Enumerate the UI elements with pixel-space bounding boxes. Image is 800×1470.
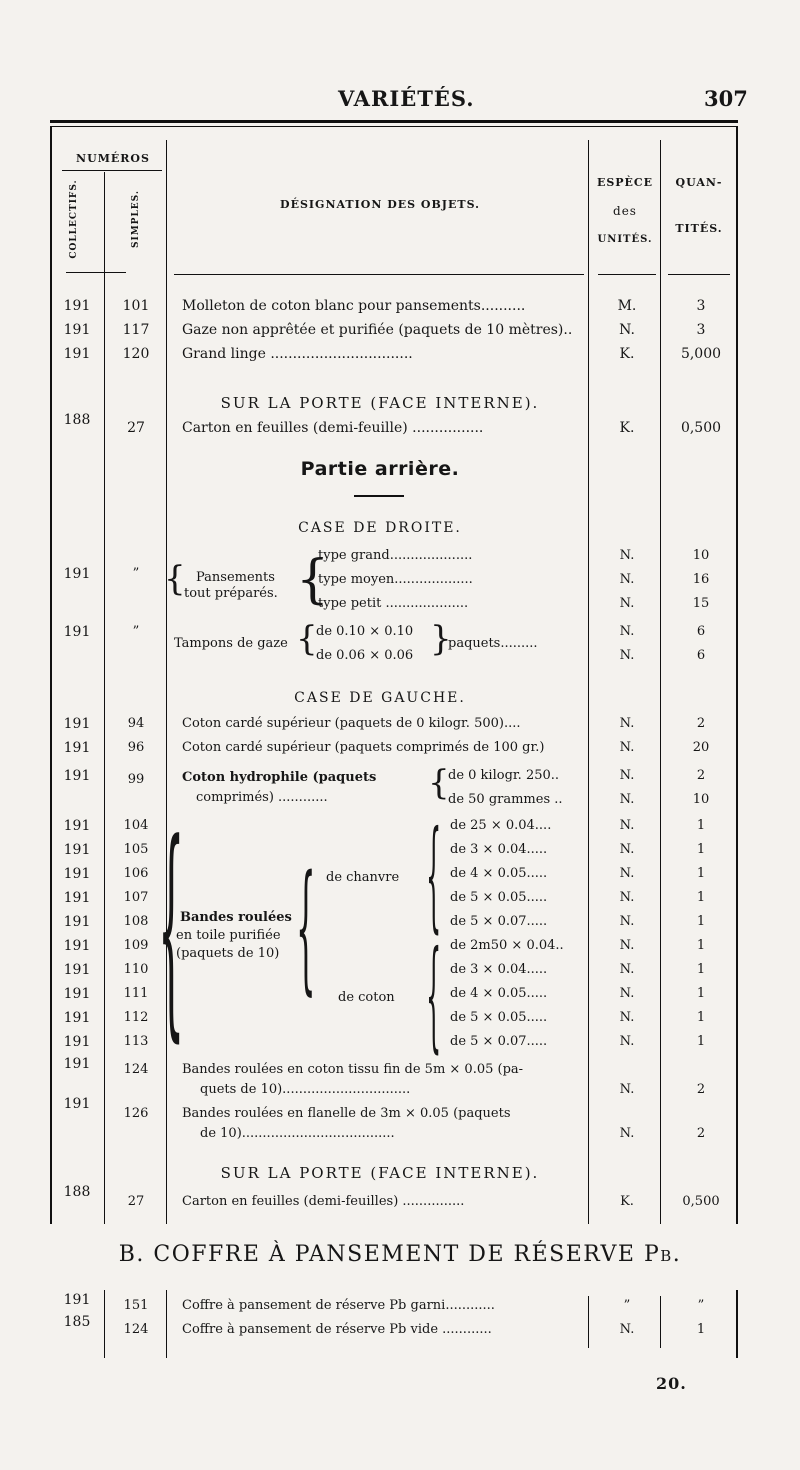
group-label: (paquets de 10)	[176, 946, 280, 961]
item-quantity: 3	[696, 322, 706, 338]
item-unit: N.	[619, 1322, 635, 1337]
item-unit: N.	[619, 648, 635, 663]
partie-arriere-heading: Partie arrière.	[300, 458, 460, 480]
page-number: 307	[704, 86, 748, 111]
item-unit: N.	[619, 322, 635, 338]
espece-header-2: des	[613, 204, 637, 218]
item-designation: type grand....................	[318, 548, 473, 563]
simple-number: 111	[123, 986, 149, 1001]
item-quantity: 1	[696, 1322, 706, 1337]
simple-number: 108	[123, 914, 149, 929]
collectif-number: 191	[63, 322, 91, 338]
simple-number: 112	[123, 1010, 149, 1025]
item-unit: N.	[619, 890, 635, 905]
item-quantity: 1	[696, 986, 706, 1001]
item-unit: N.	[619, 1082, 635, 1097]
item-designation: de 25 × 0.04....	[450, 818, 552, 833]
item-unit: K.	[619, 420, 635, 436]
collectif-number: 191	[63, 768, 91, 784]
item-designation: Grand linge ................................	[182, 346, 413, 362]
header-underline	[598, 274, 656, 275]
brace: {	[296, 846, 316, 1009]
collectif-number: 191	[63, 1056, 91, 1072]
item-unit: N.	[619, 866, 635, 881]
subgroup-label: de coton	[338, 990, 395, 1005]
item-quantity: 20	[692, 740, 710, 755]
collectif-number: 191	[63, 298, 91, 314]
case-gauche-heading: CASE DE GAUCHE.	[294, 690, 466, 706]
item-quantity: 1	[696, 1034, 706, 1049]
item-unit: N.	[619, 792, 635, 807]
item-designation: de 0.10 × 0.10	[316, 624, 414, 639]
item-designation: de 0 kilogr. 250..	[448, 768, 560, 783]
item-designation-continued: de 10).....................................	[200, 1126, 395, 1141]
table-row	[0, 716, 800, 740]
case-droite-heading: CASE DE DROITE.	[298, 520, 462, 536]
item-quantity: 1	[696, 962, 706, 977]
simple-number: ”	[132, 624, 140, 639]
collectif-number: 191	[63, 818, 91, 834]
item-unit: N.	[619, 842, 635, 857]
item-unit: M.	[617, 298, 637, 314]
item-unit: N.	[619, 740, 635, 755]
simple-number: 105	[123, 842, 149, 857]
table-row	[0, 763, 800, 814]
espece-header-3: UNITÉS.	[597, 234, 653, 245]
table-row	[0, 346, 800, 370]
table-row	[0, 619, 800, 670]
item-designation: type moyen...................	[318, 572, 473, 587]
collectif-number: 191	[63, 1010, 91, 1026]
item-unit: N.	[619, 818, 635, 833]
item-quantity: 1	[696, 938, 706, 953]
item-unit: N.	[619, 1010, 635, 1025]
simple-number: 27	[127, 1194, 145, 1209]
quantites-header-1: QUAN-	[675, 176, 723, 189]
simple-number: 101	[122, 298, 150, 314]
header-underline	[66, 272, 126, 273]
simple-number: ”	[132, 566, 140, 581]
item-designation-continued: quets de 10)...............................	[200, 1082, 411, 1097]
item-unit: N.	[619, 938, 635, 953]
collectif-number: 191	[63, 624, 91, 640]
page-header	[0, 82, 800, 122]
item-quantity: 1	[696, 914, 706, 929]
section-b-heading: B. COFFRE À PANSEMENT DE RÉSERVE Pb.	[118, 1242, 682, 1267]
item-unit: N.	[619, 1034, 635, 1049]
item-designation: de 5 × 0.05.....	[450, 890, 548, 905]
table-row	[0, 1056, 800, 1104]
signature-mark: 20.	[656, 1374, 687, 1393]
item-quantity: 6	[696, 648, 706, 663]
simple-number: 151	[123, 1298, 149, 1313]
simple-number: 117	[122, 322, 150, 338]
table-row	[0, 740, 800, 764]
top-rule-thin	[50, 126, 738, 127]
simple-number: 99	[127, 772, 145, 787]
group-label: tout préparés.	[184, 586, 278, 601]
item-designation: de 5 × 0.07.....	[450, 914, 548, 929]
item-designation: de 2m50 × 0.04..	[450, 938, 564, 953]
group-label: Bandes roulées	[180, 910, 292, 925]
simple-number: 126	[123, 1106, 149, 1121]
item-quantity: 10	[692, 548, 710, 563]
item-designation: Carton en feuilles (demi-feuilles) ...............	[182, 1194, 465, 1209]
item-quantity: 2	[696, 1126, 706, 1141]
collectif-number: 191	[63, 346, 91, 362]
simple-number: 27	[127, 420, 145, 436]
brace: {	[158, 795, 185, 1062]
item-designation: de 3 × 0.04.....	[450, 842, 548, 857]
item-designation: Bandes roulées en flanelle de 3m × 0.05 (paquets	[182, 1106, 511, 1121]
item-designation: de 5 × 0.07.....	[450, 1034, 548, 1049]
item-quantity: 3	[696, 298, 706, 314]
collectif-number: 191	[63, 740, 91, 756]
item-quantity: ”	[697, 1298, 705, 1313]
item-quantity: 2	[696, 1082, 706, 1097]
item-quantity: 6	[696, 624, 706, 639]
header-underline	[174, 274, 584, 275]
item-designation: de 4 × 0.05.....	[450, 866, 548, 881]
collectif-number: 191	[63, 566, 91, 582]
group-label: comprimés) ............	[196, 790, 328, 805]
item-designation: Coffre à pansement de réserve Pb vide ............	[182, 1322, 492, 1337]
numeros-underline	[62, 170, 162, 171]
simple-number: 113	[123, 1034, 149, 1049]
simple-number: 120	[122, 346, 150, 362]
group-label: Coton hydrophile (paquets	[182, 770, 377, 785]
brace: {	[296, 619, 318, 659]
table-row	[0, 548, 800, 620]
item-quantity: 2	[696, 768, 706, 783]
item-unit: N.	[619, 572, 635, 587]
section-heading: SUR LA PORTE (FACE INTERNE).	[220, 1164, 540, 1182]
numeros-header: NUMÉROS	[76, 152, 150, 165]
item-designation: Carton en feuilles (demi-feuille) ................	[182, 420, 484, 436]
section-heading: SUR LA PORTE (FACE INTERNE).	[220, 394, 540, 412]
header-underline	[668, 274, 730, 275]
collectif-number: 191	[63, 866, 91, 882]
item-designation: type petit ....................	[318, 596, 469, 611]
simples-header: SIMPLES.	[131, 190, 141, 248]
table-row	[0, 322, 800, 346]
collectif-number: 191	[63, 938, 91, 954]
simple-number: 124	[123, 1322, 149, 1337]
brace: {	[428, 763, 450, 803]
collectif-number: 191	[63, 1096, 91, 1112]
heading-underline	[354, 495, 404, 497]
item-unit: N.	[619, 768, 635, 783]
top-rule	[50, 120, 738, 123]
item-quantity: 5,000	[680, 346, 722, 362]
brace: {	[426, 806, 442, 945]
item-quantity: 1	[696, 866, 706, 881]
item-designation: Coffre à pansement de réserve Pb garni............	[182, 1298, 495, 1313]
item-designation: de 5 × 0.05.....	[450, 1010, 548, 1025]
simple-number: 104	[123, 818, 149, 833]
simple-number: 107	[123, 890, 149, 905]
paquets-label: paquets.........	[448, 636, 538, 651]
simple-number: 110	[123, 962, 149, 977]
item-quantity: 0,500	[682, 1194, 720, 1209]
simple-number: 94	[127, 716, 145, 731]
item-quantity: 16	[692, 572, 710, 587]
collectif-number: 191	[63, 716, 91, 732]
collectif-number: 191	[63, 914, 91, 930]
table-row	[0, 412, 800, 444]
item-designation: de 3 × 0.04.....	[450, 962, 548, 977]
item-quantity: 2	[696, 716, 706, 731]
brace: {	[164, 559, 186, 599]
item-unit: K.	[620, 1194, 634, 1209]
table-row	[0, 298, 800, 322]
item-designation: Bandes roulées en coton tissu fin de 5m × 0.05 (pa-	[182, 1062, 524, 1077]
group-label: Tampons de gaze	[174, 636, 288, 651]
item-designation: Coton cardé supérieur (paquets comprimés de 100 gr.)	[182, 740, 545, 755]
item-designation: Molleton de coton blanc pour pansements..........	[182, 298, 526, 314]
brace: {	[426, 926, 442, 1065]
item-quantity: 15	[692, 596, 710, 611]
item-quantity: 0,500	[680, 420, 722, 436]
item-unit: K.	[619, 346, 635, 362]
item-unit: N.	[619, 596, 635, 611]
group-label: en toile purifiée	[176, 928, 281, 943]
item-quantity: 1	[696, 842, 706, 857]
item-unit: N.	[619, 1126, 635, 1141]
item-designation: de 0.06 × 0.06	[316, 648, 414, 663]
table-row	[0, 1184, 800, 1218]
collectif-number: 191	[63, 1292, 91, 1308]
collectif-number: 185	[63, 1314, 91, 1330]
item-quantity: 1	[696, 818, 706, 833]
item-unit: ”	[623, 1298, 631, 1313]
brace: }	[430, 619, 452, 659]
item-unit: N.	[619, 914, 635, 929]
running-title: VARIÉTÉS.	[338, 86, 475, 111]
subgroup-label: de chanvre	[326, 870, 400, 885]
collectif-number: 191	[63, 842, 91, 858]
collectif-number: 191	[63, 986, 91, 1002]
item-designation: de 4 × 0.05.....	[450, 986, 548, 1001]
item-unit: N.	[619, 624, 635, 639]
item-designation: Coton cardé supérieur (paquets de 0 kilogr. 500)....	[182, 716, 521, 731]
item-quantity: 1	[696, 890, 706, 905]
table-row	[0, 1096, 800, 1148]
collectif-number: 191	[63, 962, 91, 978]
table-row	[0, 1292, 800, 1322]
table-row	[0, 1314, 800, 1346]
group-label: Pansements	[196, 570, 275, 585]
item-unit: N.	[619, 716, 635, 731]
espece-header-1: ESPÈCE	[596, 176, 654, 189]
collectif-number: 188	[63, 1184, 91, 1200]
simple-number: 96	[127, 740, 145, 755]
simple-number: 106	[123, 866, 149, 881]
collectifs-header: COLLECTIFS.	[69, 179, 79, 259]
item-unit: N.	[619, 986, 635, 1001]
designation-header: DÉSIGNATION DES OBJETS.	[280, 198, 480, 211]
simple-number: 124	[123, 1062, 149, 1077]
item-unit: N.	[619, 548, 635, 563]
brace: {	[296, 550, 330, 610]
item-quantity: 1	[696, 1010, 706, 1025]
collectif-number: 191	[63, 890, 91, 906]
simple-number: 109	[123, 938, 149, 953]
item-designation: Gaze non apprêtée et purifiée (paquets de 10 mètres)..	[182, 322, 573, 338]
collectif-number: 188	[63, 412, 91, 428]
item-unit: N.	[619, 962, 635, 977]
item-quantity: 10	[692, 792, 710, 807]
item-designation: de 50 grammes ..	[448, 792, 563, 807]
collectif-number: 191	[63, 1034, 91, 1050]
quantites-header-2: TITÉS.	[675, 222, 723, 235]
